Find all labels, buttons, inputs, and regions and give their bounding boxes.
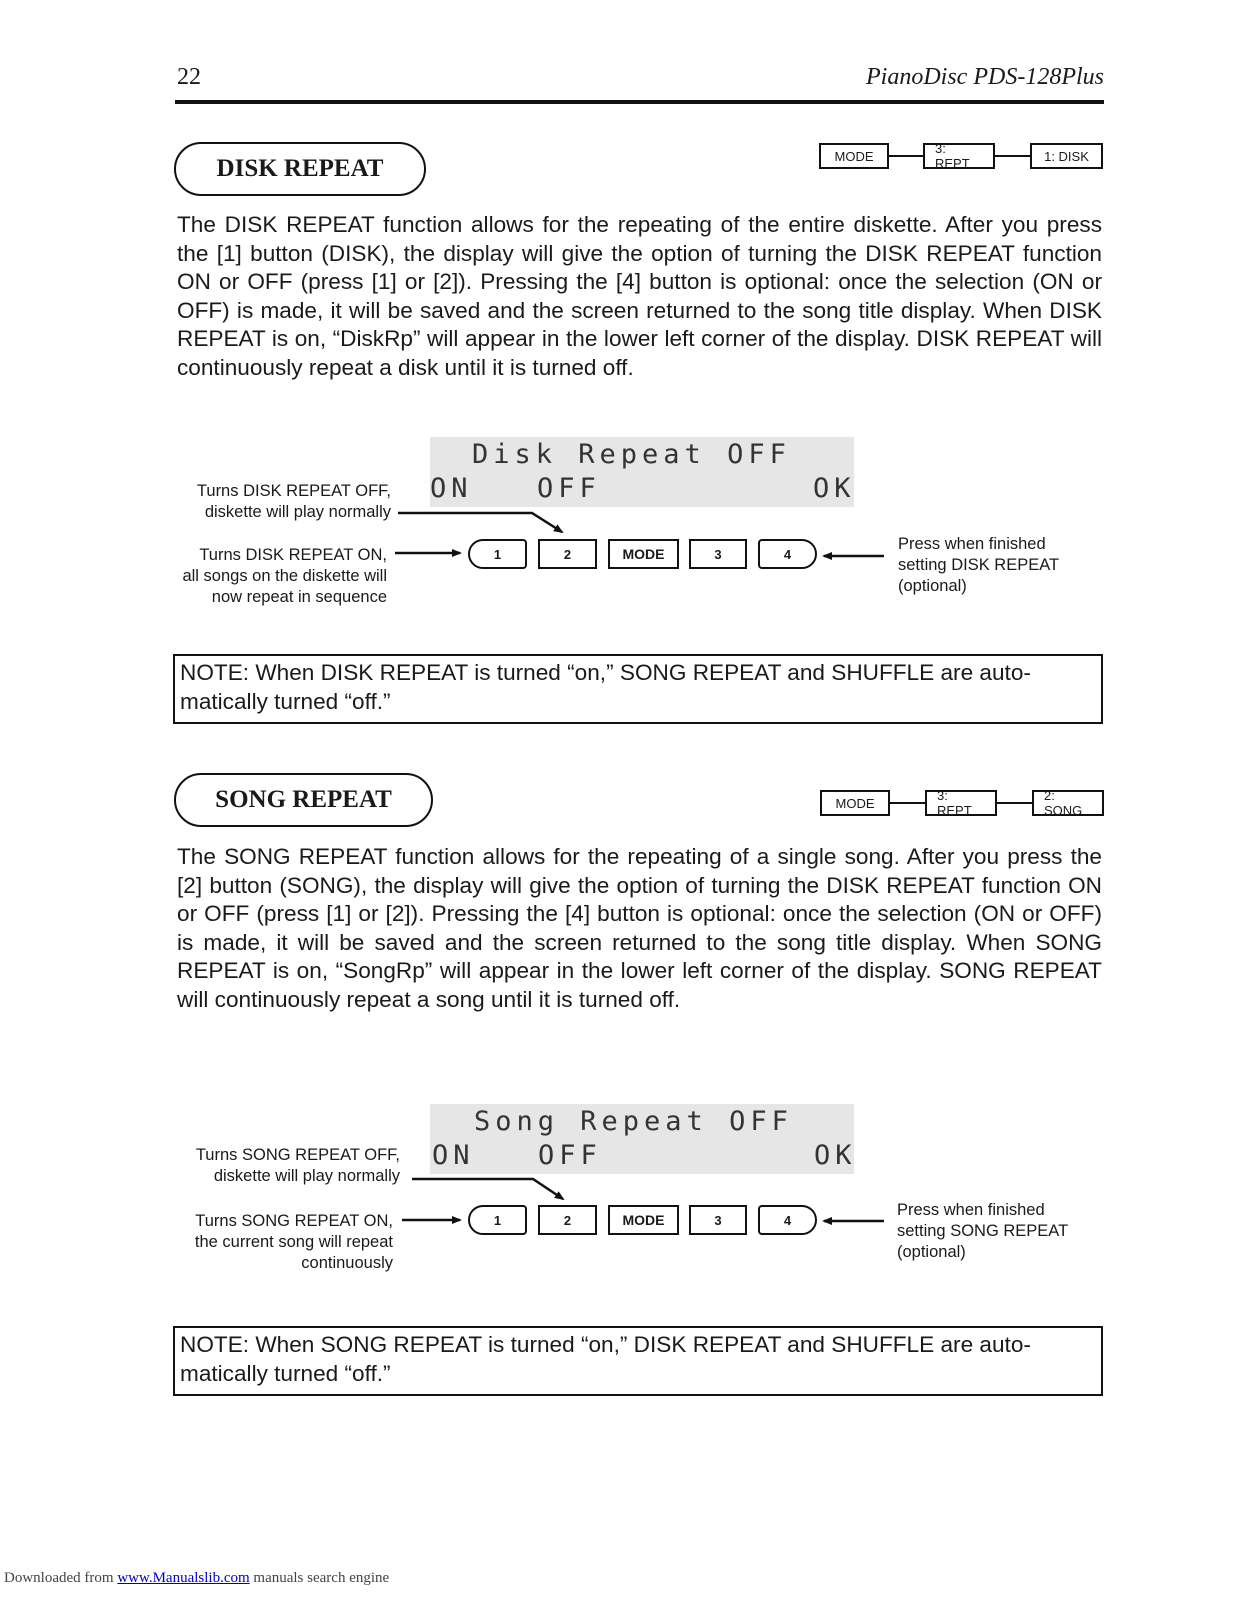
button-4[interactable]: 4 (758, 539, 817, 569)
caption-line: diskette will play normally (213, 1167, 400, 1185)
note-line: NOTE: When SONG REPEAT is turned “on,” DISK REPEAT and SHUFFLE are auto- (180, 1332, 1031, 1357)
path-step-rept: 3: REPT (923, 143, 995, 169)
document-title: PianoDisc PDS-128Plus (866, 64, 1104, 90)
arrow-to-button-2 (412, 1179, 563, 1199)
path-step-song: 2: SONG (1032, 790, 1104, 816)
arrow-to-button-2 (398, 513, 562, 532)
button-3[interactable]: 3 (689, 1205, 747, 1235)
caption-line: Turns SONG REPEAT OFF, (195, 1146, 400, 1164)
note-line: NOTE: When DISK REPEAT is turned “on,” SONG REPEAT and SHUFFLE are auto- (180, 660, 1031, 685)
caption-line: Turns DISK REPEAT ON, (199, 546, 387, 564)
caption-line: setting DISK REPEAT (898, 556, 1060, 574)
caption-line: continuously (301, 1254, 393, 1272)
section-heading-song-repeat (174, 773, 433, 827)
button-1[interactable]: 1 (468, 1205, 527, 1235)
caption-line: Turns SONG REPEAT ON, (195, 1212, 393, 1230)
lcd-on-label: ON (430, 473, 473, 504)
path-step-mode: MODE (819, 143, 889, 169)
caption-line: Turns DISK REPEAT OFF, (196, 482, 391, 500)
lcd-ok-label: OK (813, 473, 856, 504)
lcd-line-1: Disk Repeat OFF (472, 439, 791, 470)
page-number: 22 (177, 64, 201, 90)
section-heading-label: SONG REPEAT (215, 786, 392, 813)
path-connector (890, 802, 925, 804)
path-step-disk: 1: DISK (1030, 143, 1103, 169)
arrows-diagram-2 (0, 1100, 1237, 1300)
disk-repeat-paragraph: The DISK REPEAT function allows for the repeating of the entire diskette. After you press the [1] button (DISK), the display will give the option of turning the DISK REPEAT function ON or OFF (press [1] or [2]). Pressing the [4] button is optional: once the selection (ON or OFF) is made, it will be saved and the screen returned to the song title display. When DISK REPEAT is on, “DiskRp” will appear in the lower left corner of the display. DISK REPEAT will continuously repeat a disk until it is turned off. (177, 212, 1102, 380)
footer-link[interactable]: www.Manualslib.com (117, 1570, 250, 1586)
caption-line: Press when finished (897, 1201, 1045, 1219)
button-1[interactable]: 1 (468, 539, 527, 569)
note-box-song-repeat (173, 1326, 1103, 1396)
lcd-on-label: ON (432, 1140, 475, 1171)
button-2[interactable]: 2 (538, 539, 597, 569)
button-2[interactable]: 2 (538, 1205, 597, 1235)
path-step-rept: 3: REPT (925, 790, 997, 816)
lcd-off-label: OFF (538, 1140, 602, 1171)
footer-suffix: manuals search engine (249, 1570, 390, 1586)
button-mode[interactable]: MODE (608, 539, 679, 569)
lcd-off-label: OFF (537, 473, 601, 504)
note-line: matically turned “off.” (180, 1361, 391, 1386)
caption-line: setting SONG REPEAT (897, 1222, 1069, 1240)
arrows-diagram-1 (0, 0, 1237, 700)
path-connector (997, 802, 1032, 804)
caption-line: (optional) (898, 577, 967, 595)
caption-line: Press when finished (898, 535, 1046, 553)
caption-line: all songs on the diskette will (182, 567, 387, 585)
section-heading-label: DISK REPEAT (216, 155, 384, 182)
lcd-line-1: Song Repeat OFF (474, 1106, 793, 1137)
caption-line: diskette will play normally (204, 503, 391, 521)
button-4[interactable]: 4 (758, 1205, 817, 1235)
caption-line: the current song will repeat (194, 1233, 393, 1251)
caption-line: (optional) (897, 1243, 966, 1261)
path-step-mode: MODE (820, 790, 890, 816)
footer-watermark (4, 1570, 389, 1587)
note-box-disk-repeat (173, 654, 1103, 724)
menu-path-song-repeat (820, 790, 1104, 816)
button-mode[interactable]: MODE (608, 1205, 679, 1235)
lcd-ok-label: OK (814, 1140, 857, 1171)
note-line: matically turned “off.” (180, 689, 391, 714)
caption-line: now repeat in sequence (211, 588, 387, 606)
footer-prefix: Downloaded from (4, 1570, 118, 1586)
song-repeat-paragraph: The SONG REPEAT function allows for the repeating of a single song. After you press the [2] button (SONG), the display will give the option of turning the DISK REPEAT function ON or OFF (press [1] or [2]). Pressing the [4] button is optional: once the selection (ON or OFF) is made, it will be saved and the screen returned to the song title display. When SONG REPEAT is on, “SongRp” will appear in the lower left corner of the display. SONG REPEAT will continuously repeat a song until it is turned off. (177, 844, 1102, 1012)
button-3[interactable]: 3 (689, 539, 747, 569)
